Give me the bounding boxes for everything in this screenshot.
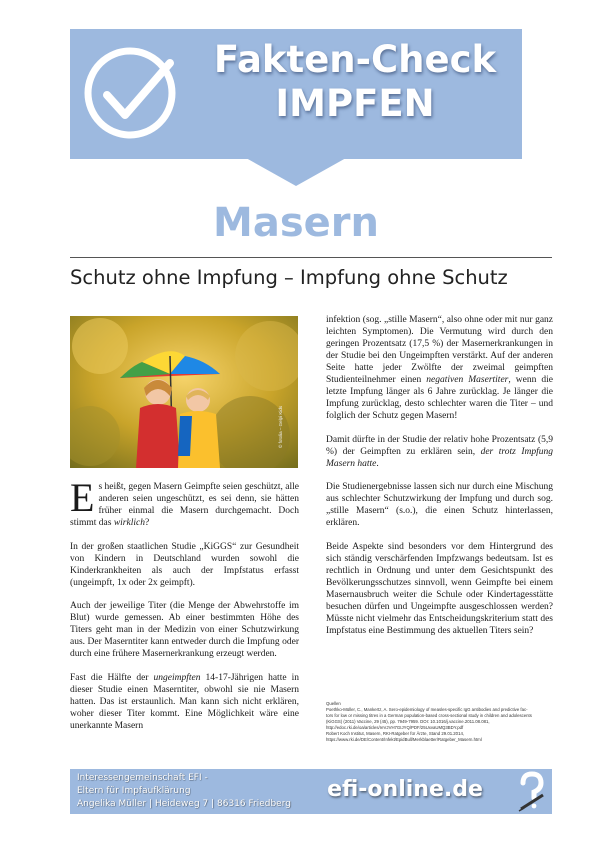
paragraph-4: Fast die Hälfte der ungeimpften 14-17-Jährigen hatte in dieser Studie einen Maserntiter, obwohl sie nie Masern hatten. Das ist erstaunlich. Man kann sich nicht erklären, woher dieser Titer kommt. Eine Möglichkeit wäre eine unerkannte Masern [70, 672, 299, 731]
dropcap: E [70, 475, 95, 520]
sources [326, 701, 556, 743]
paragraph-6: Damit dürfte in der Studie der relativ hohe Prozentsatz (5,9 %) der Geimpften zu erklären sein, der trotz Impfung Masern hatte. [326, 434, 553, 469]
source-line: Poethko-Müller, C., Mankertz, A. Sero-epidemiology of measles-specific IgG antibodies and predictive fac- [326, 707, 528, 712]
footer-organization [77, 772, 317, 811]
paragraph-3: Auch der jeweilige Titer (die Menge der Abwehrstoffe im Blut) wurde gemessen. Ab einer bestimmten Höhe des Titers geht man in der Medizin von einer Schutzwirkung aus. Der Maserntiter kann entweder durch die Impfung oder durch eine frühere Masernerkrankung erzeugt werden. [70, 601, 299, 659]
footer-org-line1: Interessengemeinschaft EFI - [77, 773, 208, 783]
banner-title-line1: Fakten-Check [213, 38, 497, 81]
sources-heading: Quellen [326, 701, 341, 706]
left-column [70, 475, 299, 743]
checkmark-circle-icon [82, 45, 178, 141]
source-line: Robert Koch Institut, Masern, RKI-Ratgeber für Ärzte, Stand 29.01.2014, [326, 731, 465, 736]
footer-org-line3: Angelika Müller | Heideweg 7 | 86316 Friedberg [77, 799, 291, 809]
divider [70, 257, 552, 258]
source-link[interactable]: https://www.rki.de/DE/Content/Infekt/EpidBull/Merkblaetter/Ratgeber_Masern.html [326, 737, 482, 742]
source-line: (KiGGS) (2011) Vaccine, 29 (45), pp. 7949-7959. DOI: 10.1016/j.vaccine.2011.08.081, [326, 719, 490, 724]
footer [70, 769, 552, 814]
paragraph-5: infektion (sog. „stille Masern“, also ohne oder mit nur ganz leichten Symptomen). Die Vermutung wird durch den geringen Prozentsatz (17,5 %) der Masernerkrankungen in der Studie bei den Ungeimpften verstärkt. Auf der anderen Seite hatte jeder Zwölfte der zweimal geimpften Studienteilnehmer einen negativen Masertiter, wenn die letzte Impfung länger als 6 Jahre zurücklag. Je länger die Impfung zurücklag, desto schlechter waren die Titer – und folglich der Schutz gegen Masern! [326, 315, 553, 421]
banner-title-line2: IMPFEN [275, 82, 435, 125]
paragraph-8: Beide Aspekte sind besonders vor dem Hintergrund des sich ständig verschärfenden Impfzwangs bedeutsam. Ist es rechtlich in Ordnung und unter dem Gesichtspunkt des Bevölkerungsschutzes sinnvoll, wenn Geimpfte bei einem Masernausbruch weiter die Schule oder Kindertagesstätte besuchen dürfen und Ungeimpfte ausgeschlossen werden? Müsste nicht vielmehr das Entscheidungskriterium statt des Impfstatus eine Bestimmung des aktuellen Titers sein? [326, 541, 553, 636]
question-syringe-icon [515, 771, 549, 813]
page-subtitle: Schutz ohne Impfung – Impfung ohne Schutz [70, 266, 508, 289]
source-line: tors for low or missing titres in a German population-based cross-sectional study in children and adolescents [326, 713, 532, 718]
children-umbrella-photo [70, 316, 298, 468]
banner-title [185, 38, 525, 126]
footer-website-link[interactable]: efi-online.de [327, 777, 483, 802]
right-column [326, 314, 553, 648]
paragraph-2: In der großen staatlichen Studie „KiGGS“ zur Gesundheit von Kindern in Deutschland wurden sowohl die Kinderkrankheiten als auch der Impfstatus erfasst (ungeimpft, 1x oder 2x geimpft). [70, 541, 299, 588]
footer-org-line2: Eltern für Impfaufklärung [77, 786, 191, 796]
paragraph-1: Es heißt, gegen Masern Geimpfte seien geschützt, alle anderen seien ungeschützt, es sei denn, sie hätten früher einmal die Masern durchgemacht. Doch stimmt das wirklich? [70, 475, 299, 528]
source-link[interactable]: http://edoc.rki.de/oa/articles/reVJVH7GIJYQ/PDF/25UxvaUMQ3BDY.pdf [326, 725, 464, 730]
page-title: Masern [213, 200, 379, 246]
photo-copyright: © fotolia – Gelpi Kids [278, 405, 283, 448]
paragraph-7: Die Studienergebnisse lassen sich nur durch eine Mischung aus schlechter Schutzwirkung der Impfung und durch sog. „stille Masern“ (s.o.), die einen Schutz hinterlassen, erklären. [326, 482, 553, 528]
header-banner-arrow [246, 158, 346, 186]
